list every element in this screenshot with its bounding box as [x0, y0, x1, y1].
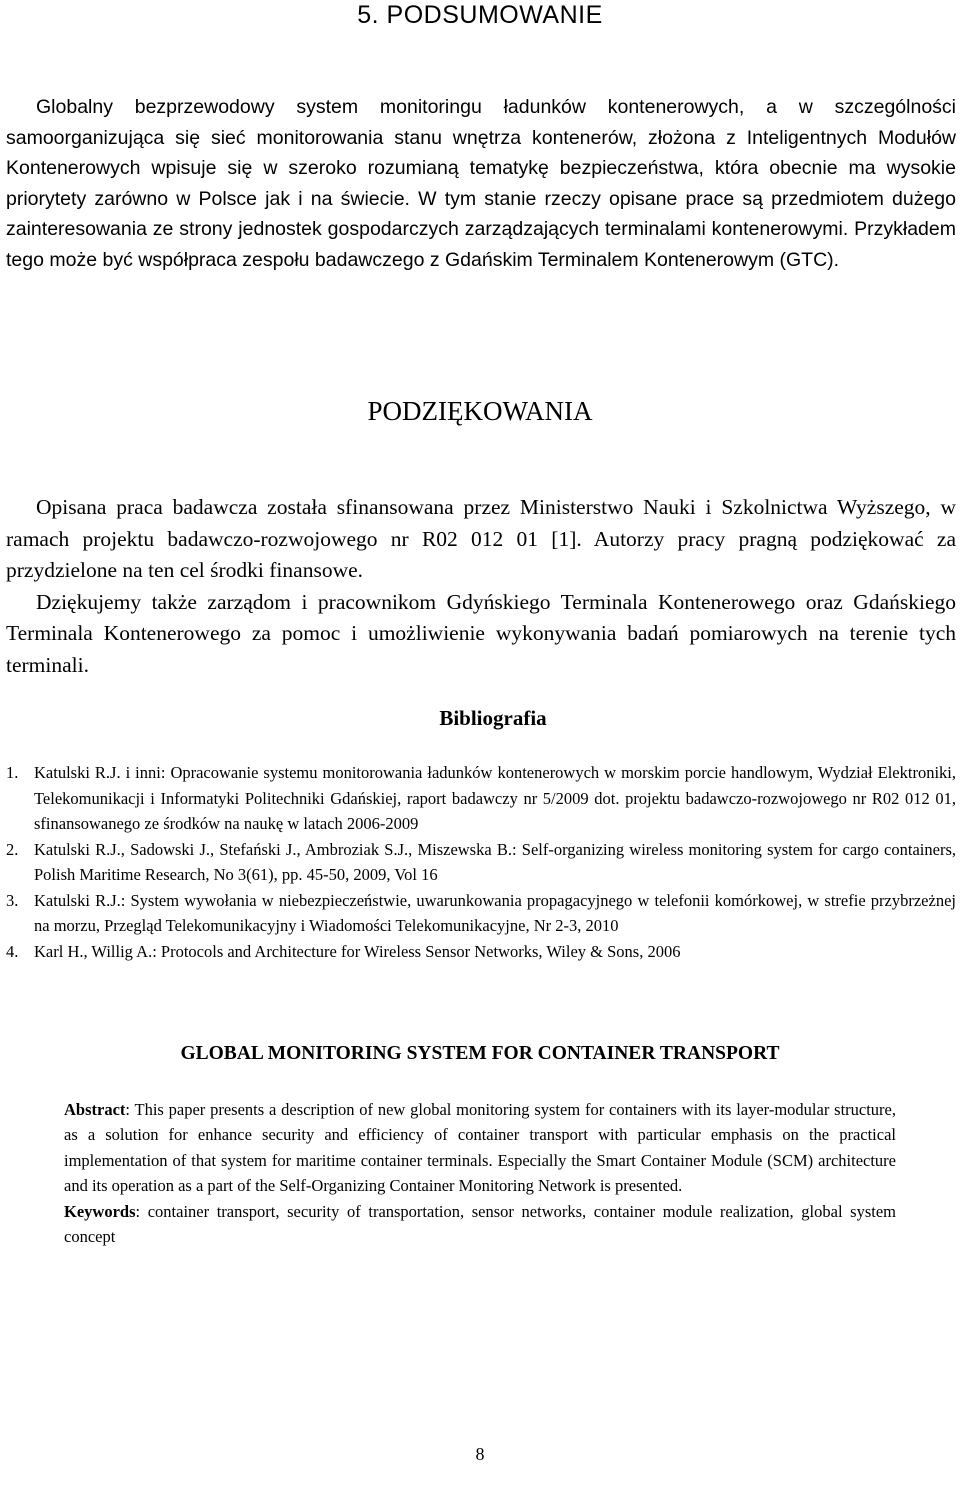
page-number: 8 — [475, 1444, 485, 1464]
acknowledgements-paragraph: Dziękujemy także zarządom i pracownikom Gdyńskiego Terminala Kontenerowego oraz Gdańskiego Terminala Kontenerowego za pomoc i umożliwienie wykonywania badań pomiarowych na terenie tych terminali. — [6, 589, 956, 677]
bibliography-item-number: 1. — [6, 763, 19, 782]
bibliography-item-number: 4. — [6, 941, 19, 961]
bibliography-item-text: Katulski R.J., Sadowski J., Stefański J., Ambroziak S.J., Miszewska B.: Self-organizing wireless monitoring system for cargo containers, Polish Maritime Research, No 3(61), pp. 45-50, 2009, Vol 16 — [34, 839, 956, 884]
bibliography-item-number: 2. — [6, 839, 19, 859]
summary-paragraph: Globalny bezprzewodowy system monitoringu ładunków kontenerowych, a w szczególności samoorganizująca się sieć monitorowania stanu wnętrza kontenerów, złożona z Inteligentnych Modułów Kontenerowych wpisuje się w szeroko rozumianą tematykę bezpieczeństwa, która obecnie ma wysokie priorytety zarówno w Polsce jak i na świecie. W tym stanie rzeczy opisane prace są przedmiotem dużego zainteresowania ze strony jednostek gospodarczych zarządzających terminalami kontenerowymi. Przykładem tego może być współpraca zespołu badawczego z Gdańskim Terminalem Kontenerowym (GTC). — [6, 96, 956, 271]
keywords-paragraph — [64, 1199, 896, 1250]
section-title: 5. PODSUMOWANIE — [357, 1, 603, 29]
bibliography-item-number: 3. — [6, 890, 19, 910]
bibliography-list — [6, 760, 956, 964]
keywords-text: : container transport, security of transportation, sensor networks, container module realization, global system concept — [64, 1201, 896, 1247]
abstract-text: : This paper presents a description of new global monitoring system for containers with its layer-modular structure, as a solution for enhance security and efficiency of container transport with particular emphasis on the practical implementation of that system for maritime container terminals. Especially the Smart Container Module (SCM) architecture and its operation as a part of the Self-Organizing Container Monitoring Network is presented. — [64, 1100, 896, 1196]
bibliography-item — [6, 888, 956, 939]
english-title: GLOBAL MONITORING SYSTEM FOR CONTAINER TRANSPORT — [180, 1043, 780, 1064]
acknowledgements-section — [6, 492, 956, 681]
bibliography-item-text: Katulski R.J.: System wywołania w niebezpieczeństwie, uwarunkowania propagacyjnego w telefonii komórkowej, w strefie przybrzeżnej na morzu, Przegląd Telekomunikacyjny i Wiadomości Telekomunikacyjne, Nr 2-3, 2010 — [34, 890, 956, 935]
abstract-section — [64, 1097, 896, 1249]
bibliography-item-text: Katulski R.J. i inni: Opracowanie systemu monitorowania ładunków kontenerowych w morskim porcie handlowym, Wydział Elektroniki, Telekomunikacji i Informatyki Politechniki Gdańskiej, raport badawczy nr 5/2009 dot. projektu badawczo-rozwojowego nr R02 012 01, sfinansowanego ze środków na naukę w latach 2006-2009 — [34, 763, 956, 833]
bibliography-item-text: Karl H., Willig A.: Protocols and Architecture for Wireless Sensor Networks, Wiley & Sons, 2006 — [34, 941, 681, 961]
acknowledgements-title: PODZIĘKOWANIA — [367, 396, 593, 426]
bibliography-title: Bibliografia — [439, 706, 547, 730]
bibliography-item — [6, 837, 956, 888]
abstract-paragraph — [64, 1097, 896, 1199]
abstract-label: Abstract — [64, 1100, 126, 1119]
keywords-label: Keywords — [64, 1201, 136, 1221]
bibliography-item — [6, 939, 956, 965]
acknowledgements-paragraph: Opisana praca badawcza została sfinansowana przez Ministerstwo Nauki i Szkolnictwa Wyższego, w ramach projektu badawczo-rozwojowego nr R02 012 01 [1]. Autorzy pracy pragną podziękować za przydzielone na ten cel środki finansowe. — [6, 495, 956, 582]
bibliography-item — [6, 760, 956, 837]
